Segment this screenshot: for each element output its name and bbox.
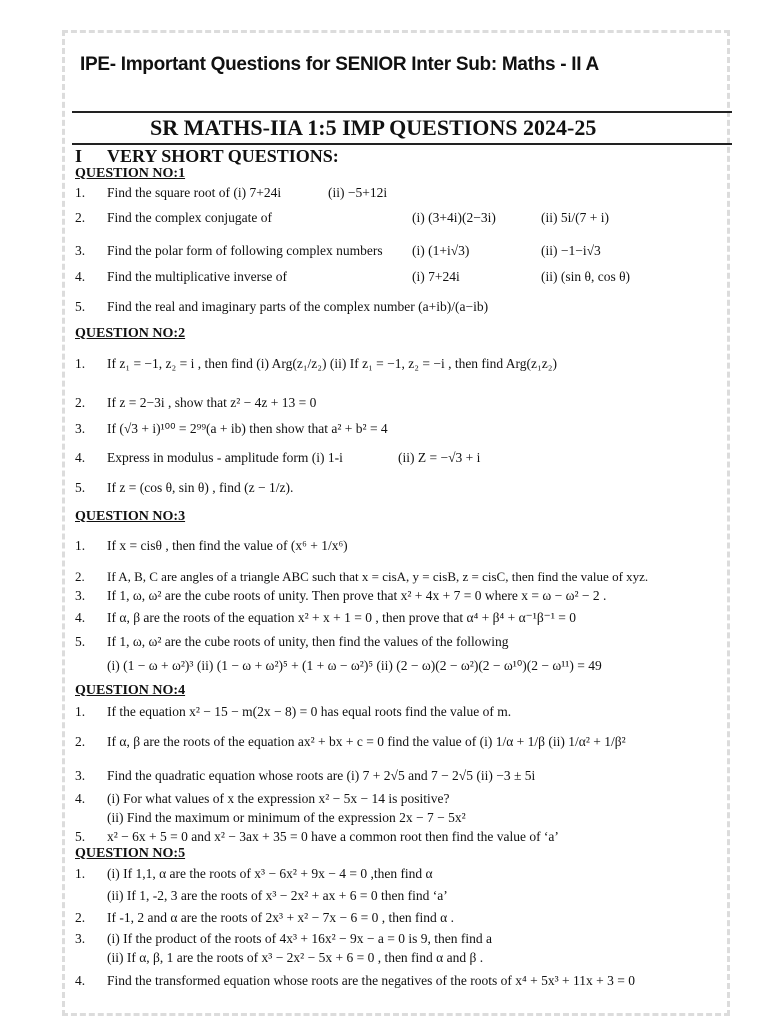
item-option: (i) 7+24i	[412, 269, 460, 284]
item-text: Find the complex conjugate of	[107, 210, 272, 225]
item-number: 3.	[75, 243, 86, 258]
item-number: 2.	[75, 734, 86, 749]
item-text: Find the real and imaginary parts of the complex number (a+ib)/(a−ib)	[107, 299, 489, 314]
item-number: 4.	[75, 450, 86, 465]
item-number: 4.	[75, 269, 86, 284]
question-heading: QUESTION NO:4	[75, 683, 186, 698]
question-heading: QUESTION NO:5	[75, 846, 186, 861]
item-text: (i) (1 − ω + ω²)³ (ii) (1 − ω + ω²)⁵ + (1 + ω − ω²)⁵ (ii) (2 − ω)(2 − ω²)(2 − ω¹⁰)(2 − ω¹¹) = 49	[107, 658, 602, 673]
item-number: 5.	[75, 829, 86, 844]
item-number: 2.	[75, 910, 86, 925]
item-text: Express in modulus - amplitude form (i) 1-i	[107, 450, 343, 465]
item-option: (i) (3+4i)(2−3i)	[412, 210, 496, 225]
title-rule	[72, 143, 732, 145]
item-text: If z = 2−3i , show that z² − 4z + 13 = 0	[107, 395, 317, 410]
item-text: Find the square root of (i) 7+24i	[107, 185, 282, 200]
page-header: IPE- Important Questions for SENIOR Inter Sub: Maths - II A	[80, 54, 599, 75]
item-number: 4.	[75, 791, 86, 806]
section-heading	[75, 146, 339, 167]
item-number: 1.	[75, 866, 86, 881]
item-text: Find the transformed equation whose roots are the negatives of the roots of x⁴ + 5x³ + 11x + 3 = 0	[107, 973, 635, 988]
item-number: 2.	[75, 395, 86, 410]
document-title: SR MATHS-IIA 1:5 IMP QUESTIONS 2024-25	[150, 115, 597, 140]
item-text: (ii) If α, β, 1 are the roots of x³ − 2x² − 5x + 6 = 0 , then find α and β .	[107, 950, 484, 965]
item-option: (ii) −1−i√3	[541, 243, 601, 258]
item-text: If A, B, C are angles of a triangle ABC such that x = cisA, y = cisB, z = cisC, then find the value of xyz.	[107, 569, 649, 584]
item-text: (ii) If 1, -2, 3 are the roots of x³ − 2x² + ax + 6 = 0 then find ‘a’	[107, 888, 448, 903]
item-option: (ii) 5i/(7 + i)	[541, 210, 609, 225]
item-text: If -1, 2 and α are the roots of 2x³ + x² − 7x − 6 = 0 , then find α .	[107, 910, 455, 925]
item-number: 1.	[75, 185, 86, 200]
item-text: If α, β are the roots of the equation x² + x + 1 = 0 , then prove that α⁴ + β⁴ + α⁻¹β⁻¹ = 0	[107, 610, 576, 625]
item-number: 2.	[75, 210, 86, 225]
item-number: 1.	[75, 704, 86, 719]
item-text: Find the polar form of following complex numbers	[107, 243, 383, 258]
question-heading: QUESTION NO:2	[75, 326, 186, 341]
item-number: 4.	[75, 610, 86, 625]
section-label: VERY SHORT QUESTIONS:	[107, 146, 339, 166]
item-number: 4.	[75, 973, 86, 988]
item-number: 5.	[75, 480, 86, 495]
item-text: (i) For what values of x the expression x² − 5x − 14 is positive?	[107, 791, 450, 806]
question-heading: QUESTION NO:1	[75, 166, 186, 181]
item-number: 5.	[75, 299, 86, 314]
item-text: If 1, ω, ω² are the cube roots of unity, then find the values of the following	[107, 634, 509, 649]
header-rule	[72, 111, 732, 113]
item-number: 1.	[75, 538, 86, 553]
item-number: 5.	[75, 634, 86, 649]
section-numeral: I	[75, 146, 83, 166]
item-number: 1.	[75, 356, 86, 371]
item-text: If the equation x² − 15 − m(2x − 8) = 0 has equal roots find the value of m.	[107, 704, 512, 719]
item-text: If 1, ω, ω² are the cube roots of unity. Then prove that x² + 4x + 7 = 0 where x = ω − ω² − 2 .	[107, 588, 607, 603]
question-heading: QUESTION NO:3	[75, 509, 186, 524]
item-option: (ii) Z = −√3 + i	[398, 450, 481, 465]
item-number: 3.	[75, 421, 86, 436]
item-text: If (√3 + i)¹⁰⁰ = 2⁹⁹(a + ib) then show that a² + b² = 4	[107, 421, 388, 436]
item-number: 3.	[75, 768, 86, 783]
item-number: 3.	[75, 931, 86, 946]
item-number: 2.	[75, 569, 85, 584]
item-option: (i) (1+i√3)	[412, 243, 470, 258]
item-text: x² − 6x + 5 = 0 and x² − 3ax + 35 = 0 have a common root then find the value of ‘a’	[107, 829, 559, 844]
item-text: (i) If the product of the roots of 4x³ + 16x² − 9x − a = 0 is 9, then find a	[107, 931, 492, 946]
item-text: If z₁ = −1, z₂ = i , then find (i) Arg(z₁/z₂) (ii) If z₁ = −1, z₂ = −i , then find Arg(z₁z₂)	[107, 356, 557, 371]
item-text: If x = cisθ , then find the value of (x⁶ + 1/x⁶)	[107, 538, 348, 553]
item-text: (ii) Find the maximum or minimum of the expression 2x − 7 − 5x²	[107, 810, 466, 825]
item-text: (i) If 1,1, α are the roots of x³ − 6x² + 9x − 4 = 0 ,then find α	[107, 866, 433, 881]
item-option: (ii) (sin θ, cos θ)	[541, 269, 631, 284]
item-option: (ii) −5+12i	[328, 185, 388, 200]
item-text: If z = (cos θ, sin θ) , find (z − 1/z).	[107, 480, 294, 495]
item-number: 3.	[75, 588, 86, 603]
item-text: Find the multiplicative inverse of	[107, 269, 287, 284]
item-text: Find the quadratic equation whose roots are (i) 7 + 2√5 and 7 − 2√5 (ii) −3 ± 5i	[107, 768, 536, 783]
item-text: If α, β are the roots of the equation ax² + bx + c = 0 find the value of (i) 1/α + 1/β (ii) 1/α² + 1/β²	[107, 734, 626, 749]
